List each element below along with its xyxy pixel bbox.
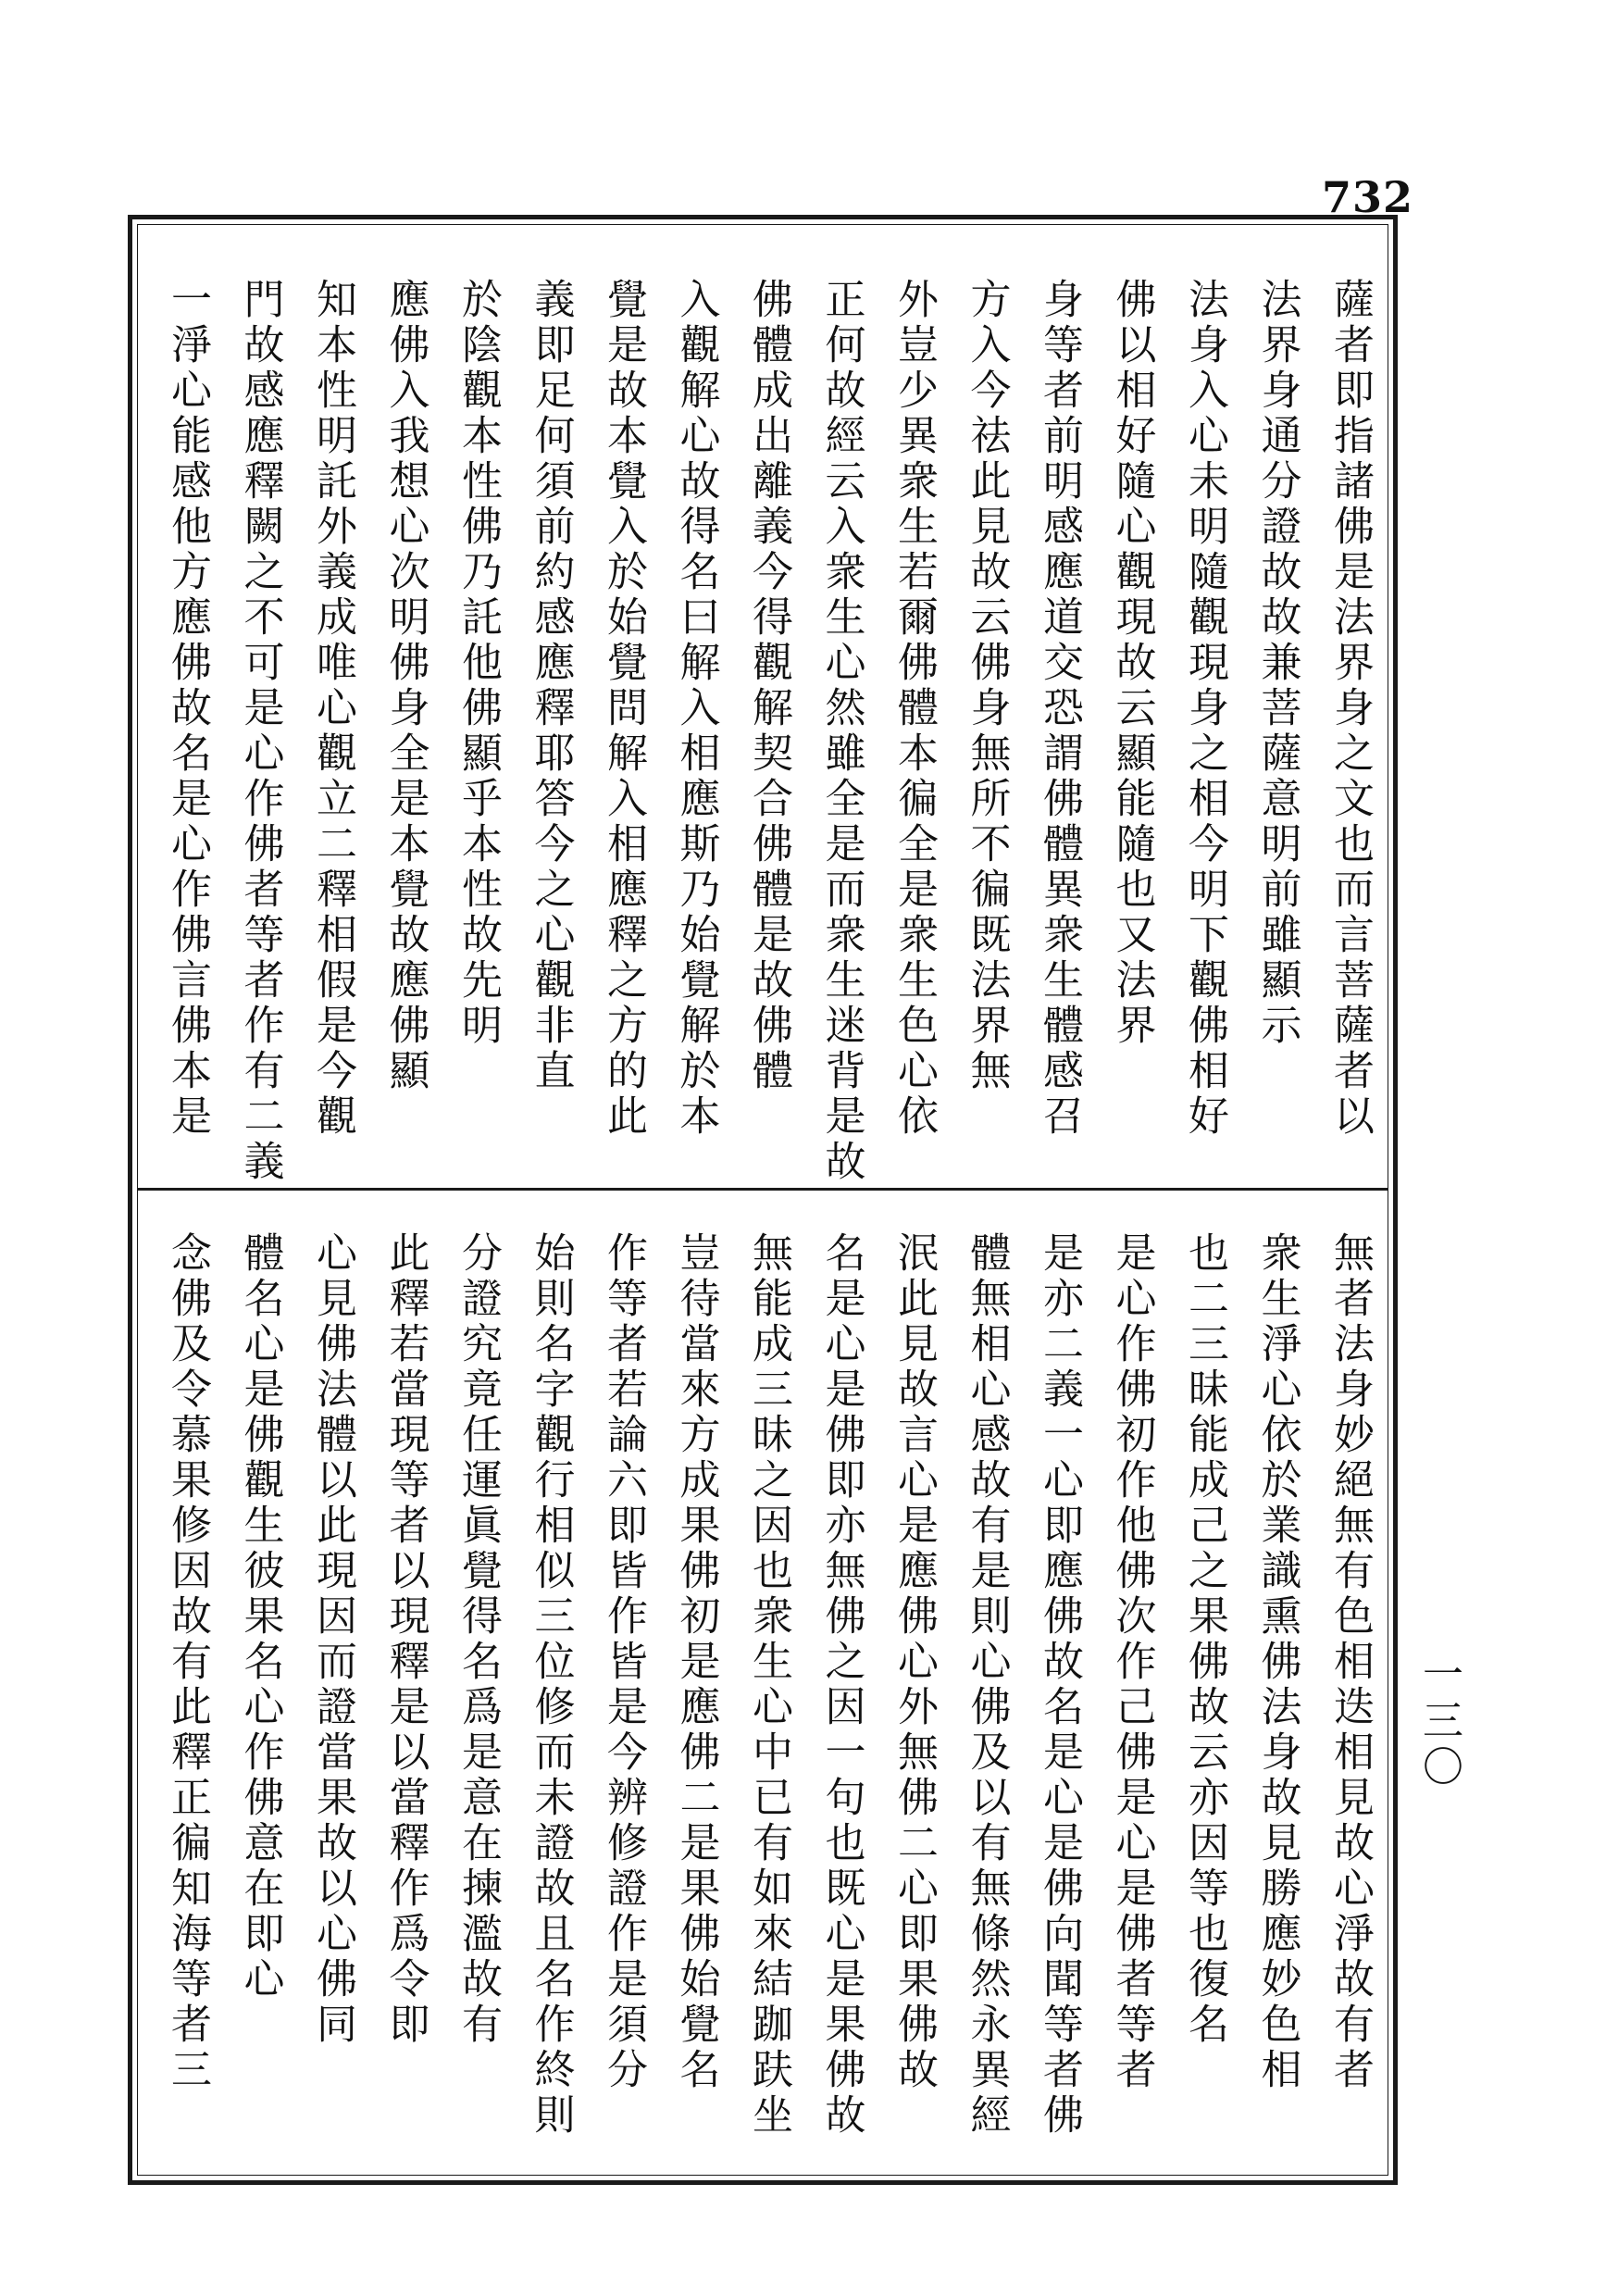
text-column: 佛體成出離義今得觀解契合佛體是故佛體 [745, 278, 792, 1094]
text-column: 也二三昧能成己之果佛故云亦因等也復名 [1181, 1231, 1228, 2048]
text-column: 無能成三昧之因也衆生心中已有如來結跏趺坐 [745, 1231, 792, 2139]
text-column: 無者法身妙絕無有色相迭相見故心淨故有者 [1326, 1231, 1374, 2093]
top-text-block [164, 278, 1374, 1185]
text-column: 義即足何須前約感應釋耶答今之心觀非直 [527, 278, 575, 1094]
side-page-number: 一三〇 [1415, 1653, 1462, 1791]
page-number: 732 [1322, 172, 1414, 222]
text-column: 應佛入我想心次明佛身全是本覺故應佛顯 [381, 278, 429, 1094]
text-column: 始則名字觀行相似三位修而未證故且名作終則 [527, 1231, 575, 2139]
bottom-text-block [164, 1231, 1374, 2148]
text-column: 泯此見故言心是應佛心外無佛二心即果佛故 [890, 1231, 938, 2093]
text-column: 於陰觀本性佛乃託他佛顯乎本性故先明 [454, 278, 502, 1049]
text-column: 入觀解心故得名曰解入相應斯乃始覺解於本 [672, 278, 720, 1140]
text-column: 念佛及令慕果修因故有此釋正徧知海等者三 [164, 1231, 211, 2093]
text-column: 體無相心感故有是則心佛及以有無條然永異經 [963, 1231, 1011, 2139]
text-column: 是亦二義一心即應佛故名是心是佛向聞等者佛 [1036, 1231, 1083, 2139]
text-column: 外豈少異衆生若爾佛體本徧全是衆生色心依 [890, 278, 938, 1140]
text-column: 名是心是佛即亦無佛之因一句也既心是果佛故 [817, 1231, 865, 2139]
text-column: 心見佛法體以此現因而證當果故以心佛同 [309, 1231, 356, 2048]
text-column: 佛以相好隨心觀現故云顯能隨也又法界 [1108, 278, 1156, 1049]
section-divider [137, 1188, 1388, 1191]
text-column: 身等者前明感應道交恐謂佛體異衆生體感召 [1036, 278, 1083, 1140]
text-column: 正何故經云入衆生心然雖全是而衆生迷背是故 [817, 278, 865, 1185]
text-column: 一淨心能感他方應佛故名是心作佛言佛本是 [164, 278, 211, 1140]
text-column: 此釋若當現等者以現釋是以當釋作爲令即 [381, 1231, 429, 2048]
text-column: 法界身通分證故故兼菩薩意明前雖顯示 [1253, 278, 1301, 1049]
text-column: 分證究竟任運眞覺得名爲是意在揀濫故有 [454, 1231, 502, 2048]
text-column: 作等者若論六即皆作皆是今辨修證作是須分 [600, 1231, 647, 2093]
text-column: 體名心是佛觀生彼果名心作佛意在即心 [236, 1231, 284, 2003]
text-column: 是心作佛初作他佛次作己佛是心是佛者等者 [1108, 1231, 1156, 2093]
text-column: 門故感應釋闕之不可是心作佛者等者作有二義 [236, 278, 284, 1185]
text-column: 方入今祛此見故云佛身無所不徧既法界無 [963, 278, 1011, 1094]
text-column: 覺是故本覺入於始覺問解入相應釋之方的此 [600, 278, 647, 1140]
text-column: 知本性明託外義成唯心觀立二釋相假是今觀 [309, 278, 356, 1140]
text-column: 薩者即指諸佛是法界身之文也而言菩薩者以 [1326, 278, 1374, 1140]
text-column: 衆生淨心依於業識熏佛法身故見勝應妙色相 [1253, 1231, 1301, 2093]
text-column: 豈待當來方成果佛初是應佛二是果佛始覺名 [672, 1231, 720, 2093]
text-column: 法身入心未明隨觀現身之相今明下觀佛相好 [1181, 278, 1228, 1140]
